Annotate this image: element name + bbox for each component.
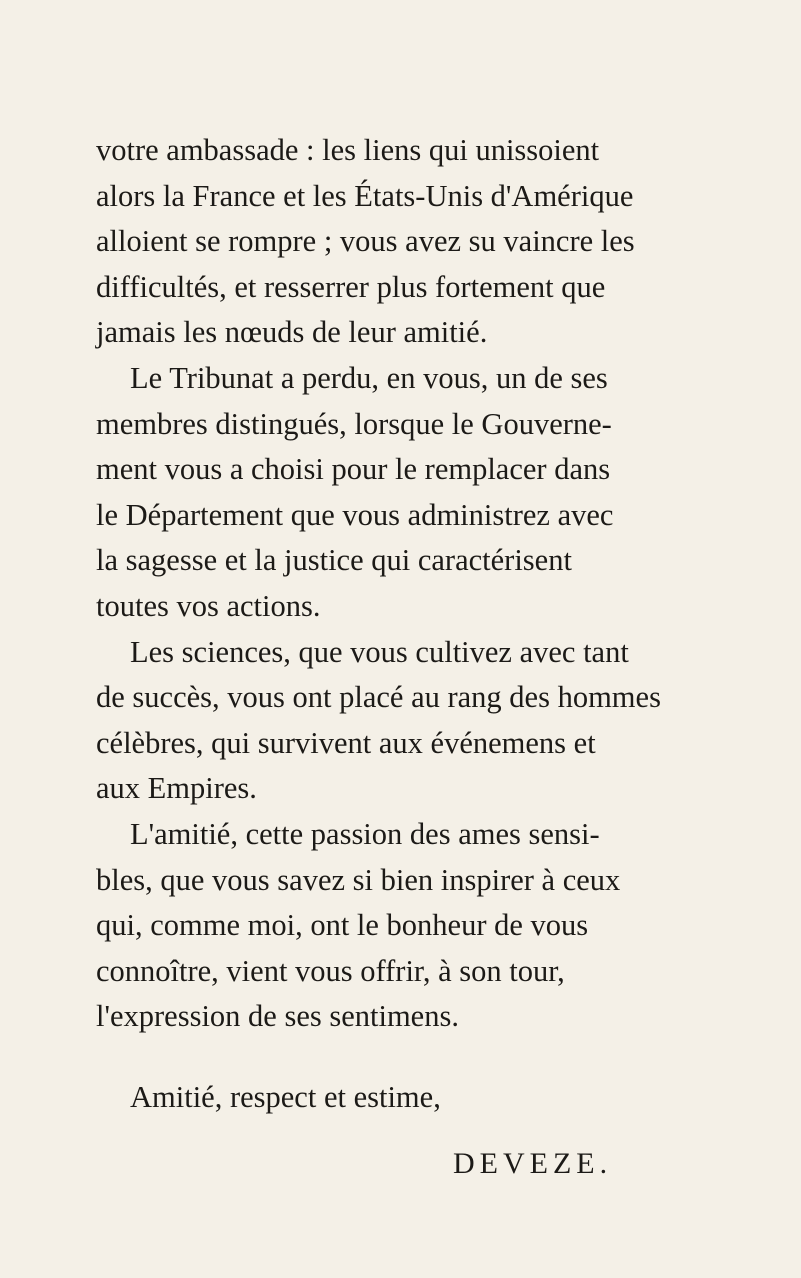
body-text [96, 128, 796, 1040]
text-line: L'amitié, cette passion des ames sensi- [130, 816, 600, 851]
text-line: bles, que vous savez si bien inspirer à ceux [96, 862, 621, 897]
text-line: de succès, vous ont placé au rang des hommes [96, 680, 661, 715]
text-line: difficultés, et resserrer plus fortement que [96, 269, 606, 304]
text-line: l'expression de ses sentimens. [96, 999, 459, 1034]
text-line: alors la France et les États-Unis d'Amérique [96, 178, 634, 213]
text-line: le Département que vous administrez avec [96, 497, 614, 532]
text-line: célèbres, qui survivent aux événemens et [96, 725, 596, 760]
text-line: connoître, vient vous offrir, à son tour, [96, 953, 565, 988]
text-line: votre ambassade : les liens qui unissoient [96, 133, 600, 167]
text-line: jamais les nœuds de leur amitié. [96, 315, 488, 350]
text-line: ment vous a choisi pour le remplacer dans [96, 452, 611, 487]
text-line: toutes vos actions. [96, 588, 321, 623]
text-line: Le Tribunat a perdu, en vous, un de ses [130, 360, 608, 395]
text-line: la sagesse et la justice qui caractérisent [96, 543, 572, 578]
signature: DEVEZE. [453, 1147, 613, 1180]
text-line: aux Empires. [96, 771, 257, 806]
text-line: membres distingués, lorsque le Gouverne- [96, 406, 612, 441]
text-line: alloient se rompre ; vous avez su vaincre les [96, 224, 635, 259]
text-line: qui, comme moi, ont le bonheur de vous [96, 908, 589, 943]
closing-salutation: Amitié, respect et estime, [130, 1080, 441, 1114]
text-line: Les sciences, que vous cultivez avec tant [130, 634, 629, 669]
